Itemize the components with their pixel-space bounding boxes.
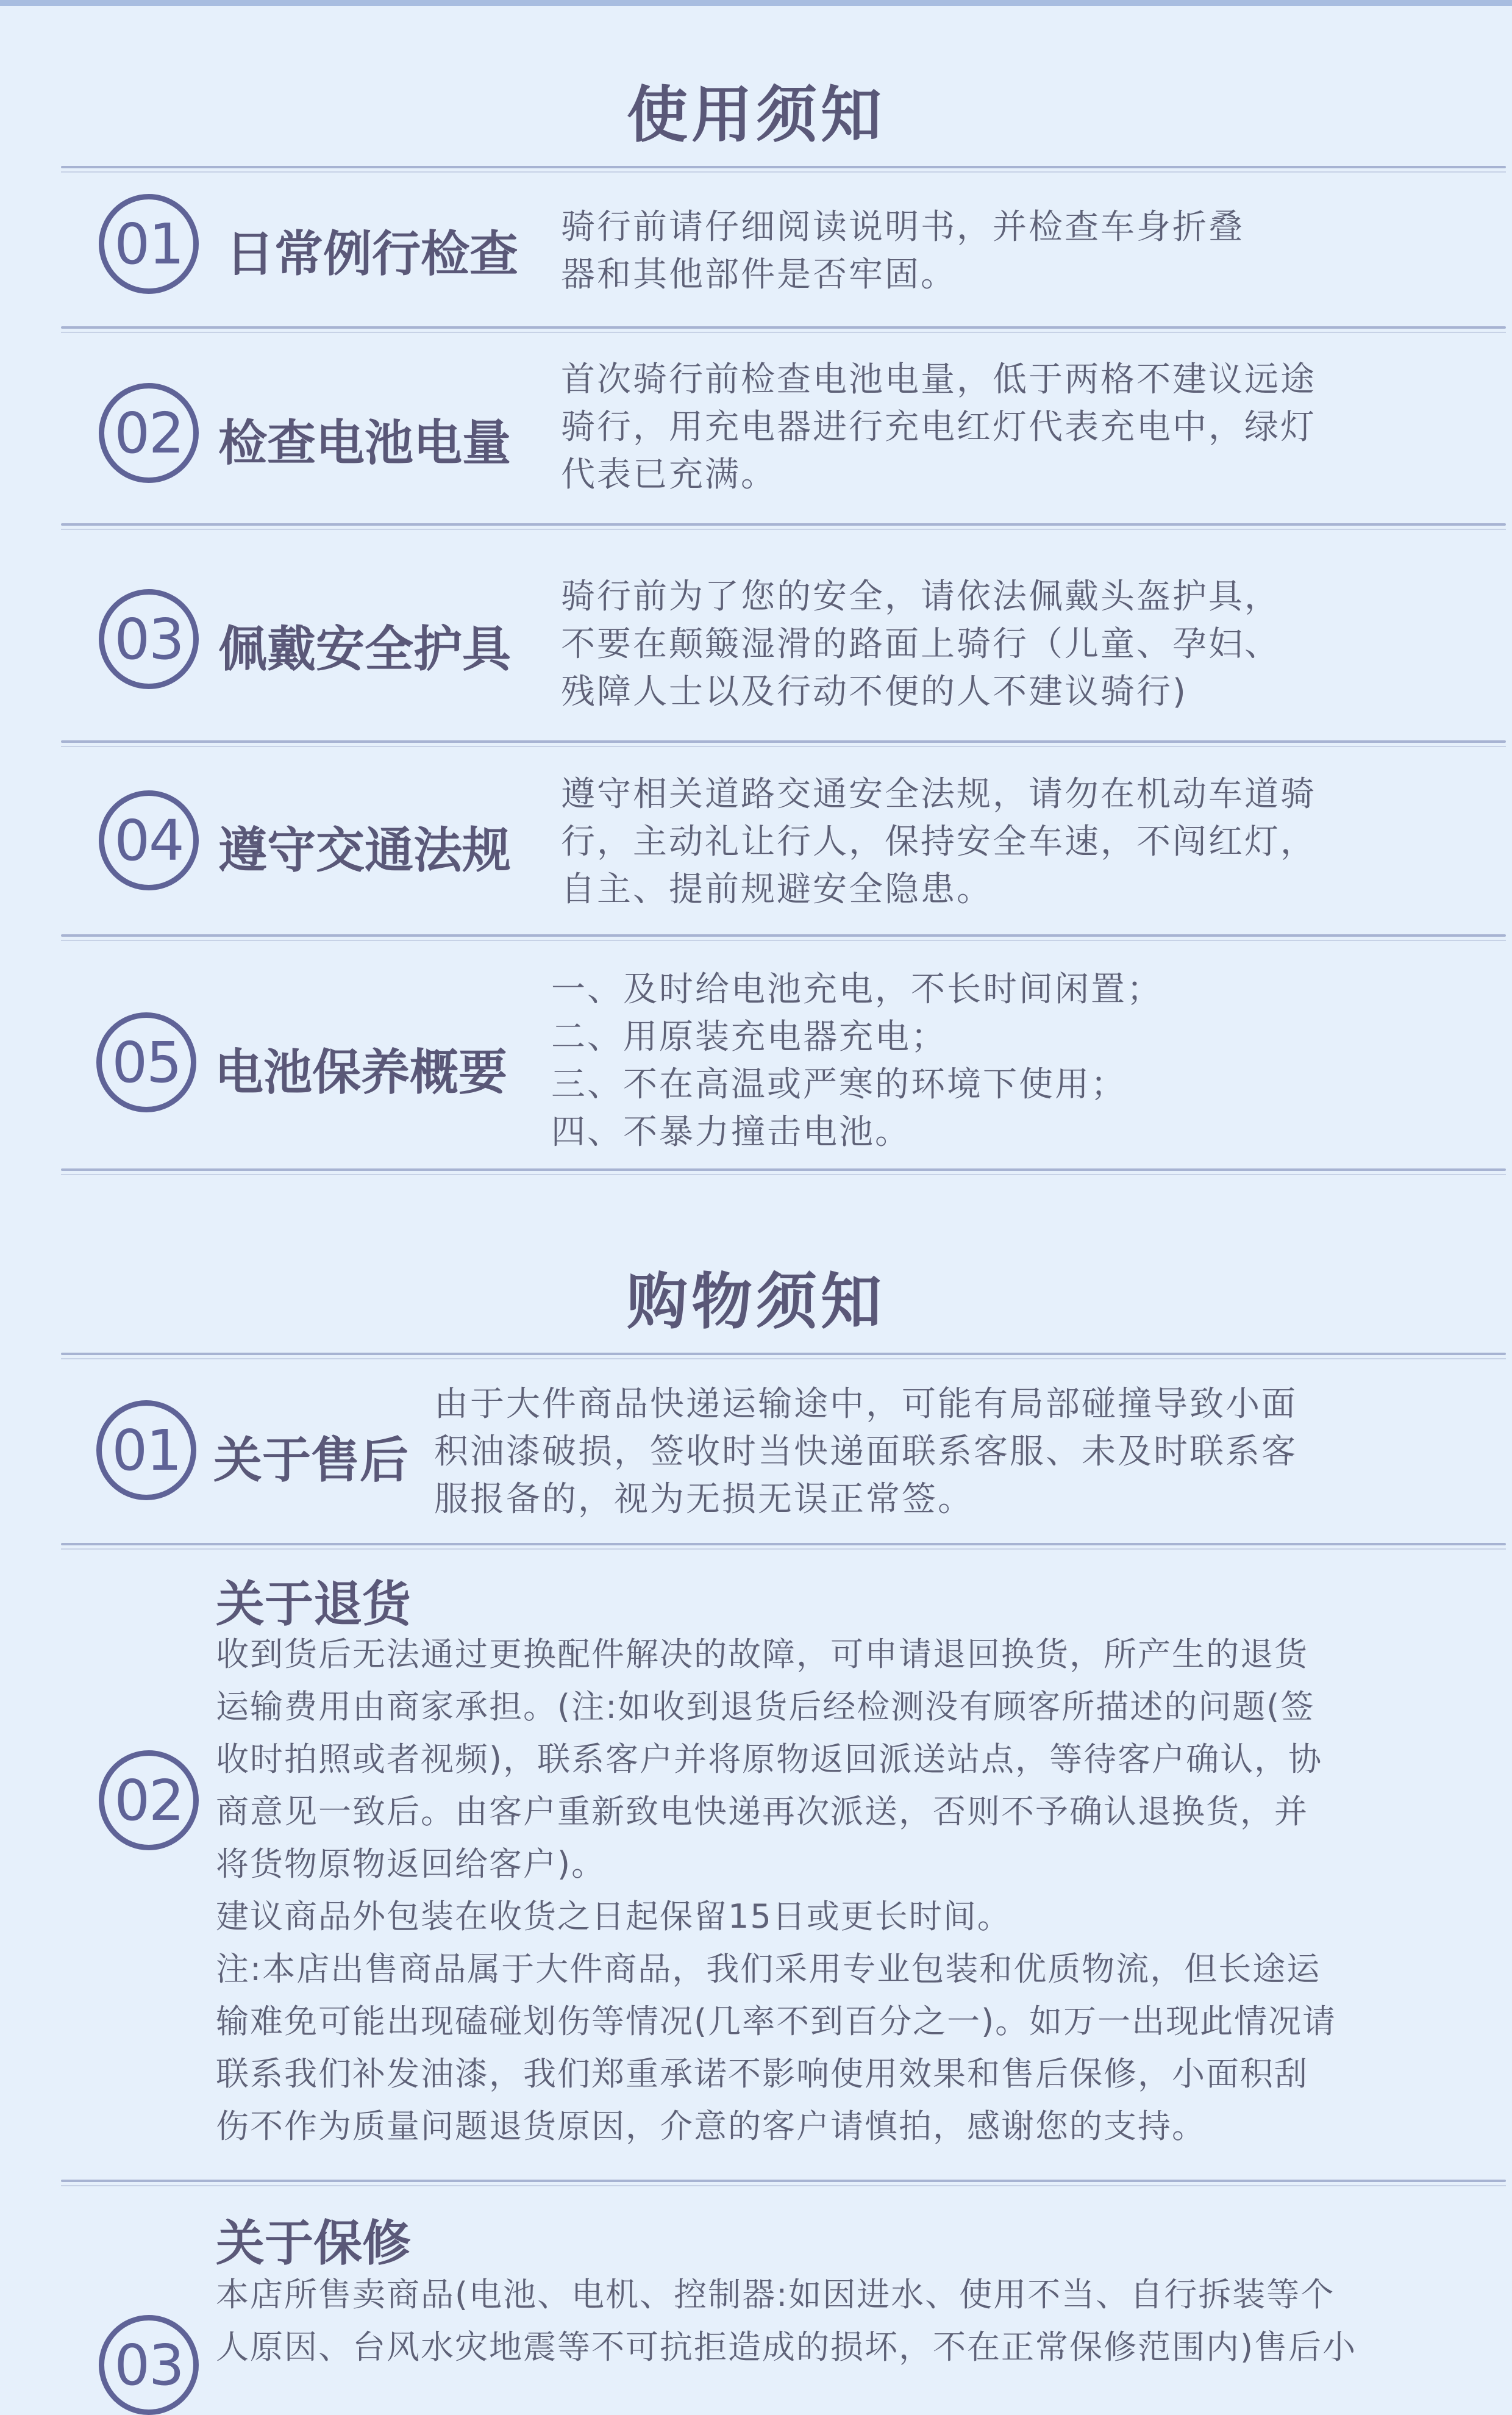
- description-line: 器和其他部件是否牢固。: [561, 255, 957, 295]
- item-description: [561, 204, 1244, 299]
- divider: [61, 740, 1506, 743]
- usage-section-title: 使用须知: [627, 79, 885, 151]
- description-line: 输难免可能出现磕碰划伤等情况(几率不到百分之一)。如万一出现此情况请: [216, 2002, 1337, 2041]
- item-number-badge: 03: [99, 2315, 199, 2415]
- item-heading: 关于退货: [216, 1576, 411, 1633]
- item-heading: 检查电池电量: [218, 415, 511, 471]
- item-description: [216, 1628, 1336, 2153]
- item-description: [561, 771, 1316, 914]
- item-heading: 关于售后: [213, 1432, 408, 1489]
- divider: [61, 2180, 1506, 2182]
- description-line: 人原因、台风水灾地震等不可抗拒造成的损坏，不在正常保修范围内)售后小: [216, 2328, 1357, 2366]
- description-line: 服报备的，视为无损无误正常签。: [434, 1479, 974, 1519]
- divider: [61, 166, 1506, 168]
- description-line: 注:本店出售商品属于大件商品，我们采用专业包装和优质物流，但长途运: [216, 1950, 1321, 1988]
- description-line: 由于大件商品快递运输途中，可能有局部碰撞导致小面: [434, 1384, 1297, 1424]
- item-number-badge: 05: [96, 1012, 196, 1112]
- item-description: [216, 2269, 1357, 2374]
- item-number-badge: 02: [99, 383, 199, 483]
- description-line: 本店所售卖商品(电池、电机、控制器:如因进水、使用不当、自行拆装等个: [216, 2275, 1335, 2314]
- item-description: [434, 1381, 1297, 1523]
- item-number-badge: 01: [99, 194, 199, 294]
- description-line: 四、不暴力撞击电池。: [551, 1112, 911, 1152]
- description-line: 首次骑行前检查电池电量，低于两格不建议远途: [561, 360, 1316, 399]
- description-line: 将货物原物返回给客户)。: [216, 1845, 606, 1883]
- divider: [61, 1543, 1506, 1545]
- top-accent-bar: [0, 0, 1512, 6]
- divider: [61, 326, 1506, 329]
- description-line: 自主、提前规避安全隐患。: [561, 870, 993, 909]
- item-heading: 关于保修: [216, 2215, 411, 2272]
- item-description: [561, 573, 1280, 716]
- description-line: 三、不在高温或严寒的环境下使用；: [551, 1065, 1127, 1104]
- description-line: 骑行前请仔细阅读说明书，并检查车身折叠: [561, 207, 1244, 247]
- item-heading: 日常例行检查: [226, 226, 518, 282]
- item-number-badge: 03: [99, 589, 199, 689]
- description-line: 伤不作为质量问题退货原因，介意的客户请慎拍，感谢您的支持。: [216, 2107, 1206, 2145]
- description-line: 运输费用由商家承担。(注:如收到退货后经检测没有顾客所描述的问题(签: [216, 1687, 1315, 1726]
- description-line: 代表已充满。: [561, 455, 777, 495]
- divider: [61, 1168, 1506, 1171]
- description-line: 联系我们补发油漆，我们郑重承诺不影响使用效果和售后保修，小面积刮: [216, 2055, 1308, 2093]
- description-line: 建议商品外包装在收货之日起保留15日或更长时间。: [216, 1897, 1011, 1936]
- description-line: 残障人士以及行动不便的人不建议骑行): [561, 672, 1188, 712]
- shopping-section-title: 购物须知: [627, 1266, 885, 1337]
- divider: [61, 1353, 1506, 1355]
- description-line: 一、及时给电池充电，不长时间闲置；: [551, 970, 1163, 1009]
- description-line: 收到货后无法通过更换配件解决的故障，可申请退回换货，所产生的退货: [216, 1635, 1308, 1673]
- item-number-badge: 02: [99, 1750, 199, 1850]
- item-number-badge: 04: [99, 790, 199, 890]
- item-heading: 佩戴安全护具: [218, 621, 511, 678]
- description-line: 收时拍照或者视频)，联系客户并将原物返回派送站点，等待客户确认，协: [216, 1740, 1323, 1778]
- description-line: 不要在颠簸湿滑的路面上骑行（儿童、孕妇、: [561, 624, 1280, 664]
- item-number-badge: 01: [96, 1400, 196, 1500]
- item-description: [551, 966, 1163, 1156]
- item-description: [561, 356, 1316, 499]
- description-line: 骑行，用充电器进行充电红灯代表充电中，绿灯: [561, 407, 1316, 447]
- divider: [61, 523, 1506, 526]
- item-heading: 遵守交通法规: [218, 822, 511, 879]
- description-line: 骑行前为了您的安全，请依法佩戴头盔护具，: [561, 577, 1280, 617]
- item-heading: 电池保养概要: [215, 1044, 507, 1101]
- description-line: 商意见一致后。由客户重新致电快递再次派送，否则不予确认退换货，并: [216, 1792, 1308, 1831]
- description-line: 行，主动礼让行人，保持安全车速，不闯红灯，: [561, 822, 1316, 862]
- description-line: 积油漆破损，签收时当快递面联系客服、未及时联系客: [434, 1432, 1297, 1472]
- description-line: 二、用原装充电器充电；: [551, 1017, 947, 1057]
- description-line: 遵守相关道路交通安全法规，请勿在机动车道骑: [561, 775, 1316, 814]
- divider: [61, 934, 1506, 937]
